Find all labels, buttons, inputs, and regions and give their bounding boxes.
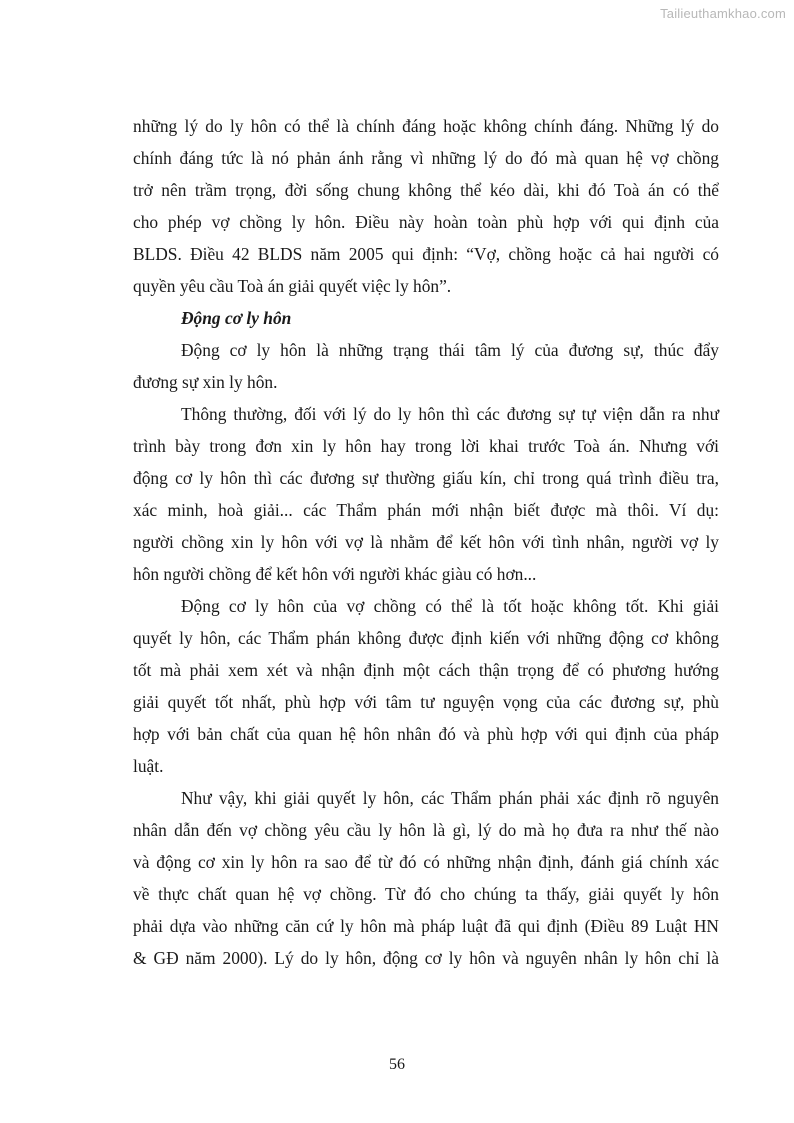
text-line: về thực chất quan hệ vợ chồng. Từ đó cho chúng ta thấy, giải quyết ly hôn — [133, 884, 719, 904]
text-line: Thông thường, đối với lý do ly hôn thì các đương sự tự viện dẫn ra như — [181, 404, 719, 424]
text-line: giải quyết tốt nhất, phù hợp với tâm tư nguyện vọng của các đương sự, phù — [133, 692, 719, 712]
text-line: hôn người chồng để kết hôn với người khác giàu có hơn... — [133, 564, 537, 584]
page-number: 56 — [389, 1056, 405, 1073]
text-line: quyền yêu cầu Toà án giải quyết việc ly hôn”. — [133, 276, 452, 296]
text-line: và động cơ xin ly hôn ra sao để từ đó có những nhận định, đánh giá chính xác — [133, 852, 719, 872]
text-line: trở nên trầm trọng, đời sống chung không thể kéo dài, khi đó Toà án có thể — [133, 180, 719, 200]
watermark-text: Tailieuthamkhao.com — [660, 6, 786, 21]
text-line: phải dựa vào những căn cứ ly hôn mà pháp luật đã qui định (Điều 89 Luật HN — [133, 916, 719, 936]
text-line: đương sự xin ly hôn. — [133, 372, 278, 392]
text-line: động cơ ly hôn thì các đương sự thường giấu kín, chỉ trong quá trình điều tra, — [133, 468, 719, 488]
text-line: quyết ly hôn, các Thẩm phán không được định kiến với những động cơ không — [133, 628, 719, 648]
text-line: hợp với bản chất của quan hệ hôn nhân đó và phù hợp với qui định của pháp — [133, 724, 719, 744]
text-line: luật. — [133, 756, 164, 776]
section-heading: Động cơ ly hôn — [181, 308, 292, 328]
text-line: chính đáng tức là nó phản ánh rằng vì những lý do đó mà quan hệ vợ chồng — [133, 148, 719, 168]
text-line: tốt mà phải xem xét và nhận định một cách thận trọng để có phương hướng — [133, 660, 719, 680]
text-line: Động cơ ly hôn là những trạng thái tâm lý của đương sự, thúc đẩy — [181, 340, 719, 360]
text-line: những lý do ly hôn có thể là chính đáng hoặc không chính đáng. Những lý do — [133, 116, 719, 136]
text-line: & GĐ năm 2000). Lý do ly hôn, động cơ ly hôn và nguyên nhân ly hôn chỉ là — [133, 948, 719, 968]
text-line: xác minh, hoà giải... các Thẩm phán mới nhận biết được mà thôi. Ví dụ: — [133, 500, 719, 520]
document-body — [133, 110, 719, 974]
text-line: cho phép vợ chồng ly hôn. Điều này hoàn toàn phù hợp với qui định của — [133, 212, 719, 232]
text-line: Động cơ ly hôn của vợ chồng có thể là tốt hoặc không tốt. Khi giải — [181, 596, 719, 616]
text-line: BLDS. Điều 42 BLDS năm 2005 qui định: “Vợ, chồng hoặc cả hai người có — [133, 244, 719, 264]
text-line: người chồng xin ly hôn với vợ là nhằm để kết hôn với tình nhân, người vợ ly — [133, 532, 719, 552]
text-line: trình bày trong đơn xin ly hôn hay trong lời khai trước Toà án. Nhưng với — [133, 436, 719, 456]
text-line: nhân dẫn đến vợ chồng yêu cầu ly hôn là gì, lý do mà họ đưa ra như thế nào — [133, 820, 719, 840]
text-line: Như vậy, khi giải quyết ly hôn, các Thẩm phán phải xác định rõ nguyên — [181, 788, 719, 808]
